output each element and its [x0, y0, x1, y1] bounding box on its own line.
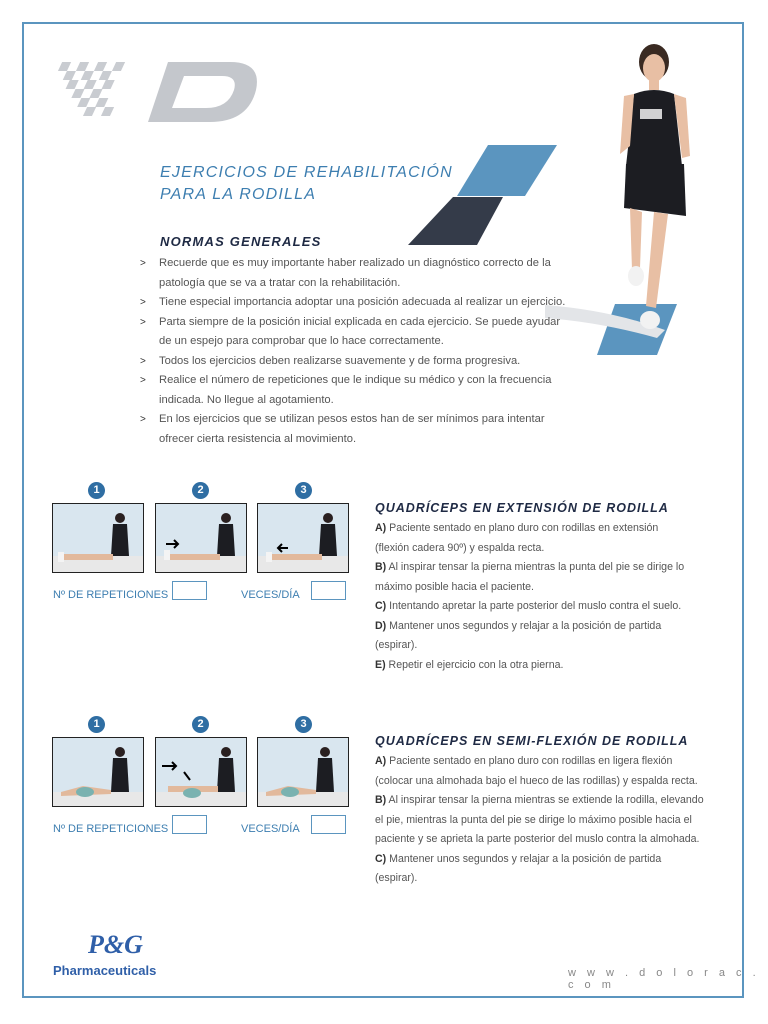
pharmaceuticals-label: Pharmaceuticals [53, 963, 157, 978]
per-day-input-box[interactable] [311, 815, 346, 834]
per-day-label: VECES/DÍA [241, 589, 300, 601]
list-item: > Recuerde que es muy importante haber realizado un diagnóstico correcto de la patología que se va a tratar con la rehabilitación. [140, 254, 590, 293]
step-number-3: 3 [295, 482, 312, 499]
list-item: C) Mantener unos segundos y relajar a la posición de partida [375, 852, 662, 865]
exercise-photo-3 [257, 503, 349, 573]
list-item: > Tiene especial importancia adoptar una posición adecuada al realizar un ejercicio. [140, 293, 590, 313]
website-url[interactable]: w w w . d o l o r a c . c o m [568, 967, 760, 991]
reps-label: Nº DE REPETICIONES [53, 589, 169, 601]
list-item: E) Repetir el ejercicio con la otra pierna. [375, 658, 564, 671]
list-item: > Parta siempre de la posición inicial explicada en cada ejercicio. Se puede ayudar de un espejo para comprobar que lo hace correctamente. [140, 313, 590, 352]
exercise-2-instructions [375, 752, 720, 889]
list-item: D) Mantener unos segundos y relajar a la posición de partida [375, 619, 662, 632]
arrow-icon: > [140, 258, 146, 269]
exercise-photo-2 [155, 503, 247, 573]
exercise-photo-1 [52, 737, 144, 807]
list-item: > Todos los ejercicios deben realizarse suavemente y de forma progresiva. [140, 352, 590, 372]
list-item: (flexión cadera 90º) y espalda recta. [375, 541, 545, 554]
list-item: máximo posible hacia el paciente. [375, 580, 534, 593]
arrow-icon: > [140, 355, 146, 367]
per-day-label: VECES/DÍA [241, 823, 300, 835]
pg-logo: P&G [88, 930, 143, 959]
arrow-icon: > [140, 316, 146, 328]
rules-list [140, 254, 590, 449]
list-item: (espirar). [375, 872, 418, 884]
arrow-icon: > [140, 375, 146, 386]
step-number-1: 1 [88, 716, 105, 733]
list-item: C) Intentando apretar la parte posterior del muslo contra el suelo. [375, 600, 682, 612]
list-item: el pie, mientras la punta del pie se dirige lo máximo posible hacia el [375, 813, 692, 826]
list-item: B) Al inspirar tensar la pierna mientras la punta del pie se dirige lo [375, 561, 685, 573]
exercise-photo-1 [52, 503, 144, 573]
step-number-1: 1 [88, 482, 105, 499]
step-number-2: 2 [192, 482, 209, 499]
exercise-photo-3 [257, 737, 349, 807]
exercise-1-instructions [375, 519, 720, 675]
title-line-2: PARA LA RODILLA [160, 186, 317, 203]
list-item: (colocar una almohada bajo el hueco de las rodillas) y espalda recta. [375, 774, 698, 787]
reps-input-box[interactable] [172, 815, 207, 834]
reps-label: Nº DE REPETICIONES [53, 823, 169, 835]
list-item: > En los ejercicios que se utilizan pesos estos han de ser mínimos para intentar ofrecer cierta resistencia al movimiento. [140, 410, 590, 449]
per-day-input-box[interactable] [311, 581, 346, 600]
arrow-icon: > [140, 414, 146, 425]
list-item: B) Al inspirar tensar la pierna mientras se extiende la rodilla, elevando [375, 794, 704, 806]
step-number-3: 3 [295, 716, 312, 733]
reps-input-box[interactable] [172, 581, 207, 600]
list-item: (espirar). [375, 639, 418, 651]
list-item: paciente y se aprieta la parte posterior del muslo contra la almohada. [375, 833, 700, 845]
section-heading: NORMAS GENERALES [160, 234, 322, 249]
arrow-icon: > [140, 297, 146, 308]
step-number-2: 2 [192, 716, 209, 733]
title-line-1: EJERCICIOS DE REHABILITACIÓN [160, 164, 453, 181]
runner-figure-icon [596, 36, 706, 336]
exercise-2-title: QUADRÍCEPS EN SEMI-FLEXIÓN DE RODILLA [375, 734, 689, 748]
list-item: A) Paciente sentado en plano duro con rodillas en extensión [375, 522, 659, 534]
exercise-photo-2 [155, 737, 247, 807]
list-item: > Realice el número de repeticiones que le indique su médico y con la frecuencia indicada. No llegue al agotamiento. [140, 371, 590, 410]
exercise-1-title: QUADRÍCEPS EN EXTENSIÓN DE RODILLA [375, 501, 669, 515]
d-logo-icon [50, 58, 265, 128]
list-item: A) Paciente sentado en plano duro con rodillas en ligera flexión [375, 755, 673, 767]
